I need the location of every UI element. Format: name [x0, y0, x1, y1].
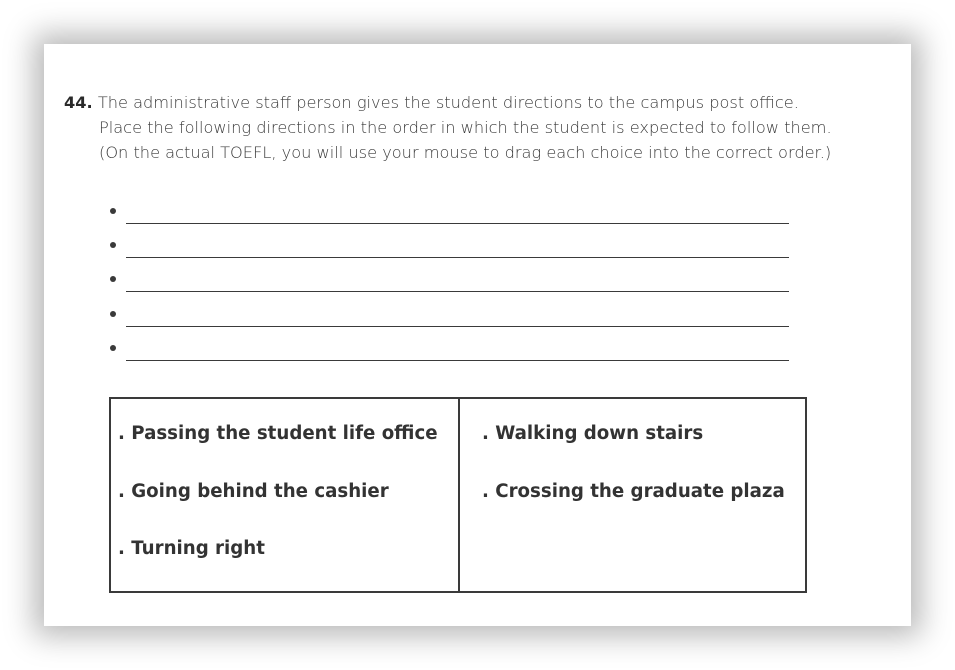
choices-column-left [111, 399, 460, 591]
question-line-1 [64, 90, 904, 115]
answer-line[interactable] [126, 223, 789, 224]
question-text [64, 90, 904, 165]
question-line-3: (On the actual TOEFL, you will use your mouse to drag each choice into the correct order.) [99, 143, 832, 162]
choices-column-right [460, 399, 805, 591]
question-line-2: Place the following directions in the order in which the student is expected to follow them. [99, 118, 832, 137]
bullet-icon [110, 242, 116, 248]
question-number: 44. [64, 93, 93, 112]
choice-passing-student-life-office[interactable]: . Passing the student life office [118, 423, 438, 444]
choice-turning-right[interactable]: . Turning right [118, 538, 265, 559]
answer-line[interactable] [126, 360, 789, 361]
choice-walking-down-stairs[interactable]: . Walking down stairs [482, 423, 704, 444]
choice-crossing-graduate-plaza[interactable]: . Crossing the graduate plaza [482, 480, 785, 502]
answer-line[interactable] [126, 291, 789, 292]
bullet-icon [110, 311, 116, 317]
choices-table [109, 397, 807, 593]
answer-line[interactable] [126, 326, 789, 327]
choice-going-behind-cashier[interactable]: . Going behind the cashier [118, 480, 389, 502]
bullet-icon [110, 208, 116, 214]
question-page [44, 44, 911, 626]
answer-line[interactable] [126, 257, 789, 258]
bullet-icon [110, 276, 116, 282]
bullet-icon [110, 345, 116, 351]
question-prompt: The administrative staff person gives the student directions to the campus post office. [97, 93, 799, 112]
